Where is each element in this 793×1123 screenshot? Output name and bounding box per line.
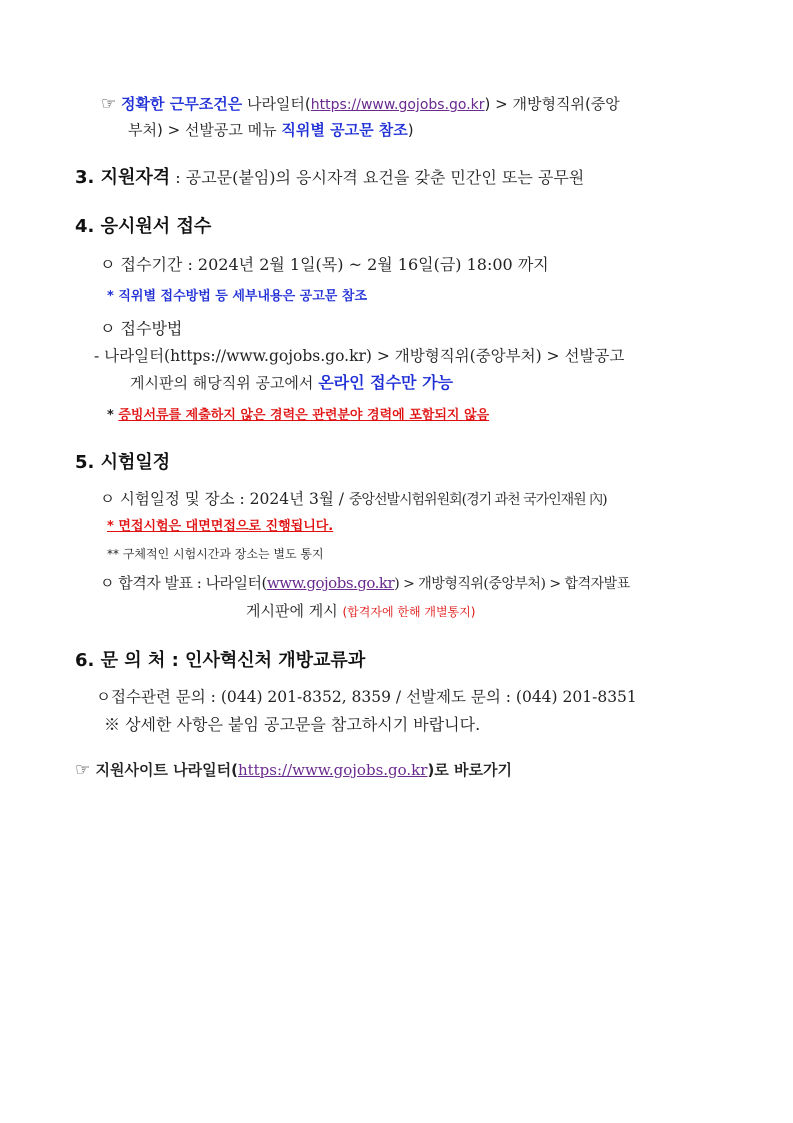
section-heading: 3. 지원자격 <box>75 167 171 188</box>
online-only-emphasis: 온라인 접수만 가능 <box>318 373 453 392</box>
pointing-hand-icon: ☞ <box>101 94 117 114</box>
application-period: ㅇ 접수기간 : 2024년 2월 1일(목) ~ 2월 16일(금) 18:00 까지 <box>100 255 549 274</box>
section-heading: 4. 응시원서 접수 <box>75 216 212 237</box>
interview-note: * 면접시험은 대면면접으로 진행됩니다. <box>107 519 334 534</box>
pointing-hand-icon: ☞ <box>75 760 91 780</box>
gojobs-link[interactable]: https://www.gojobs.go.kr <box>237 761 428 779</box>
note-emphasis-2: 직위별 공고문 참조 <box>281 121 408 139</box>
result-announcement: ㅇ 합격자 발표 : 나라일터(www.gojobs.go.kr) > 개방형직위(중앙부처) > 합격자발표 <box>100 574 630 592</box>
contact-info: ㅇ접수관련 문의 : (044) 201-8352, 8359 / 선발제도 문의 : (044) 201-8351 <box>96 688 637 706</box>
support-site-shortcut: ☞ 지원사이트 나라일터(https://www.gojobs.go.kr)로 바로가기 <box>75 760 512 780</box>
method-title: ㅇ 접수방법 <box>100 319 183 338</box>
method-line-2: 게시판의 해당직위 공고에서 온라인 접수만 가능 <box>130 373 453 392</box>
document-warning: * 증빙서류를 제출하지 않은 경력은 관련분야 경력에 포함되지 않음 <box>107 408 490 423</box>
note-working-conditions: ☞ 정확한 근무조건은 나라일터(https://www.gojobs.go.kr) > 개방형직위(중앙 <box>101 94 620 114</box>
section-heading: 6. 문 의 처 : 인사혁신처 개방교류과 <box>75 650 366 671</box>
section-heading: 5. 시험일정 <box>75 452 171 473</box>
note-working-conditions-cont: 부처) > 선발공고 메뉴 직위별 공고문 참조) <box>128 121 414 139</box>
attachment-note: ※ 상세한 사항은 붙임 공고문을 참고하시기 바랍니다. <box>104 715 481 734</box>
result-announcement-cont: 게시판에 게시 (합격자에 한해 개별통지) <box>246 602 476 620</box>
period-note: * 직위별 접수방법 등 세부내용은 공고문 참조 <box>107 289 367 304</box>
section-3: 3. 지원자격 : 공고문(붙임)의 응시자격 요건을 갖춘 민간인 또는 공무원 <box>75 167 585 188</box>
detail-note: ** 구체적인 시험시간과 장소는 별도 통지 <box>107 547 324 561</box>
note-emphasis: 정확한 근무조건은 <box>121 95 243 113</box>
exam-schedule: ㅇ 시험일정 및 장소 : 2024년 3월 / 중앙선발시험위원회(경기 과천 국가인재원 內) <box>100 490 607 508</box>
result-url[interactable]: www.gojobs.go.kr <box>266 574 395 592</box>
gojobs-link[interactable]: https://www.gojobs.go.kr <box>310 97 485 113</box>
method-line-1: - 나라일터(https://www.gojobs.go.kr) > 개방형직위(중앙부처) > 선발공고 <box>94 347 625 365</box>
method-url[interactable]: https://www.gojobs.go.kr <box>170 347 366 365</box>
